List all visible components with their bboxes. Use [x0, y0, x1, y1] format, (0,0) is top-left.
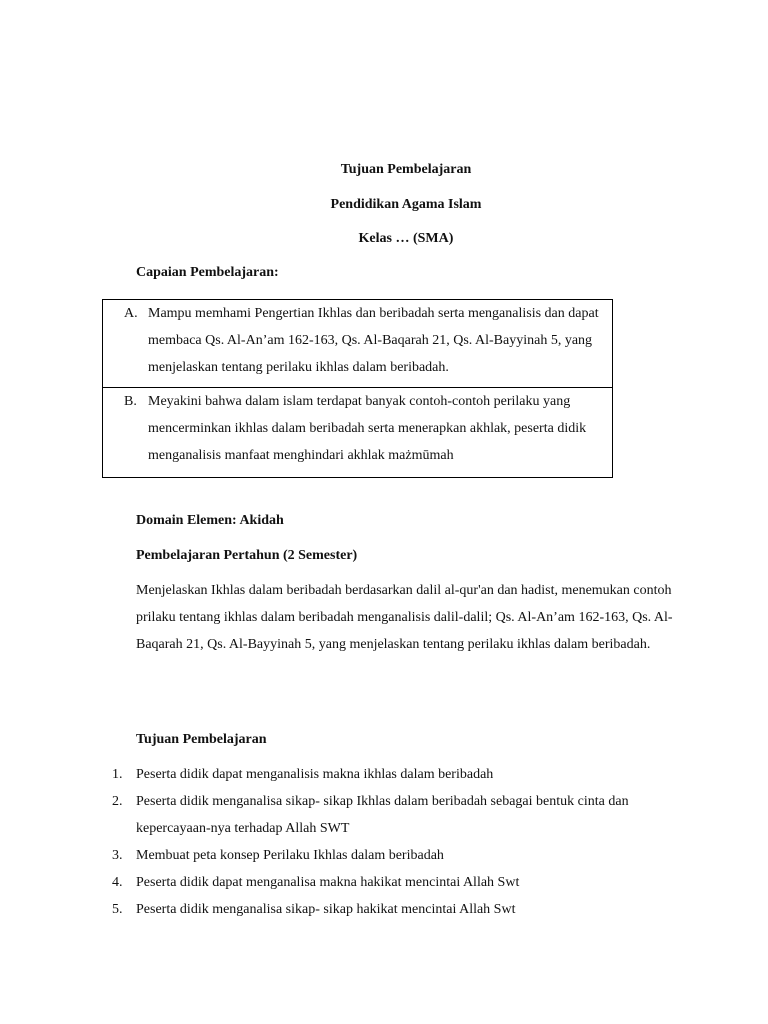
list-item — [0, 761, 681, 788]
capaian-marker: A. — [124, 306, 138, 321]
capaian-text: Meyakini bahwa dalam islam terdapat banyak contoh-contoh perilaku yang mencerminkan ikhlas dalam beribadah serta menerapkan akhlak, peserta didik menganalisis manfaat menghindari akhlak mażmūmah — [148, 394, 587, 463]
list-number: 1. — [112, 767, 123, 782]
list-number: 4. — [112, 875, 123, 890]
list-item — [0, 788, 681, 842]
domain-heading: Domain Elemen: Akidah — [136, 513, 284, 528]
list-text: Peserta didik dapat menganalisa makna hakikat mencintai Allah Swt — [136, 875, 520, 890]
list-item — [0, 842, 681, 869]
list-text: Membuat peta konsep Perilaku Ikhlas dalam beribadah — [136, 848, 444, 863]
tujuan-heading: Tujuan Pembelajaran — [136, 732, 267, 747]
subject-title: Pendidikan Agama Islam — [330, 197, 482, 212]
capaian-item-b — [103, 387, 612, 477]
list-item — [0, 869, 681, 896]
capaian-marker: B. — [124, 394, 137, 409]
list-item — [0, 896, 681, 923]
list-text: Peserta didik menganalisa sikap- sikap hakikat mencintai Allah Swt — [136, 902, 516, 917]
tujuan-list — [0, 761, 768, 923]
capaian-item-a — [103, 300, 612, 387]
capaian-heading: Capaian Pembelajaran: — [136, 265, 279, 280]
grade-title: Kelas … (SMA) — [358, 231, 454, 246]
list-text: Peserta didik menganalisa sikap- sikap Ikhlas dalam beribadah sebagai bentuk cinta dan kepercayaan-nya terhadap Allah SWT — [136, 794, 629, 836]
document-title: Tujuan Pembelajaran — [340, 162, 472, 177]
list-number: 2. — [112, 794, 123, 809]
capaian-text: Mampu memhami Pengertian Ikhlas dan beribadah serta menganalisis dan dapat membaca Qs. Al-An’am 162-163, Qs. Al-Baqarah 21, Qs. Al-Bayyinah 5, yang menjelaskan tentang perilaku ikhlas dalam beribadah. — [148, 306, 599, 375]
capaian-table — [102, 299, 613, 478]
list-number: 5. — [112, 902, 123, 917]
pertahun-paragraph: Menjelaskan Ikhlas dalam beribadah berdasarkan dalil al-qur'an dan hadist, menemukan contoh prilaku tentang ikhlas dalam beribadah menganalisis dalil-dalil; Qs. Al-An’am 162-163, Qs. Al-Baqarah 21, Qs. Al-Bayyinah 5, yang menjelaskan tentang perilaku ikhlas dalam beribadah. — [136, 583, 673, 652]
list-number: 3. — [112, 848, 123, 863]
pertahun-heading: Pembelajaran Pertahun (2 Semester) — [136, 548, 358, 563]
list-text: Peserta didik dapat menganalisis makna ikhlas dalam beribadah — [136, 767, 494, 782]
